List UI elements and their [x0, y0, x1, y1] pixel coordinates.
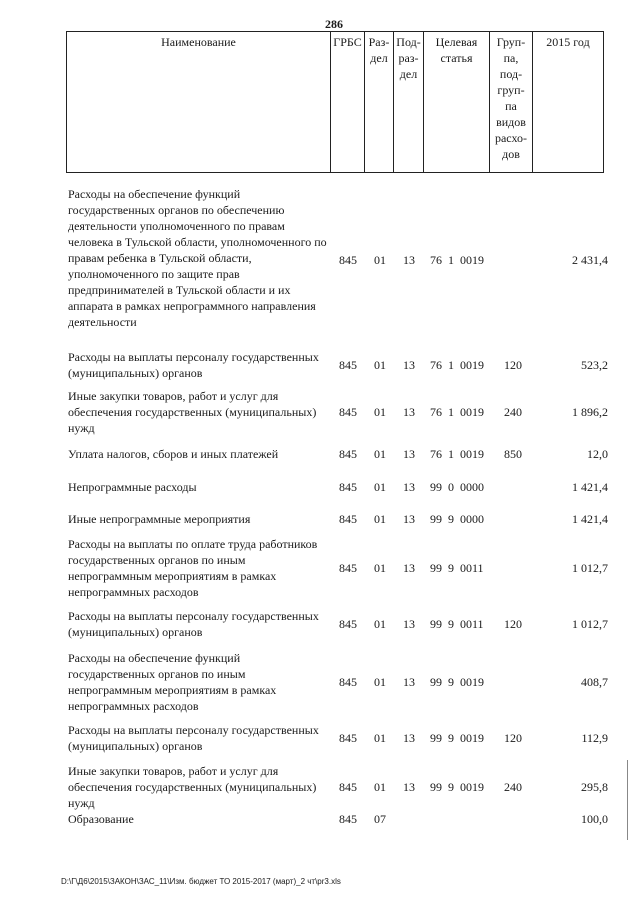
file-path-footer: D:\Г\Д6\2015\ЗАКОН\ЗАС_11\Изм. бюджет ТО 2015-2017 (март)_2 чт\pr3.xls [61, 877, 341, 886]
row-name: Расходы на выплаты персоналу государственных (муниципальных) органов [68, 723, 319, 753]
row-amount: 1 421,4 [572, 480, 608, 494]
row-amount: 408,7 [581, 675, 608, 689]
row-amount: 1 896,2 [572, 405, 608, 419]
row-name: Расходы на выплаты персоналу государственных (муниципальных) органов [68, 609, 319, 639]
row-group: 120 [504, 358, 522, 372]
row-amount: 100,0 [581, 812, 608, 826]
row-grbs: 845 [339, 512, 357, 526]
row-razdel: 01 [374, 780, 386, 794]
row-podrazdel: 13 [403, 480, 415, 494]
scan-edge-mark [627, 760, 628, 840]
row-article: 76 1 0019 [430, 405, 484, 419]
row-grbs: 845 [339, 405, 357, 419]
row-grbs: 845 [339, 731, 357, 745]
row-name: Непрограммные расходы [68, 480, 197, 494]
row-amount: 12,0 [587, 447, 608, 461]
row-article: 76 1 0019 [430, 358, 484, 372]
row-amount: 1 012,7 [572, 561, 608, 575]
row-razdel: 01 [374, 561, 386, 575]
row-podrazdel: 13 [403, 561, 415, 575]
row-group: 120 [504, 731, 522, 745]
row-razdel: 01 [374, 447, 386, 461]
row-razdel: 07 [374, 812, 386, 826]
header-name: Наименование [67, 32, 331, 173]
table-header [66, 31, 604, 173]
row-razdel: 01 [374, 731, 386, 745]
row-article: 99 9 0011 [430, 617, 484, 631]
row-article: 99 9 0000 [430, 512, 484, 526]
row-podrazdel: 13 [403, 675, 415, 689]
row-razdel: 01 [374, 480, 386, 494]
row-group: 240 [504, 405, 522, 419]
row-group: 240 [504, 780, 522, 794]
row-name: Образование [68, 812, 134, 826]
header-grbs: ГРБС [331, 32, 365, 173]
header-podrazdel: Под- раз- дел [394, 32, 424, 173]
row-grbs: 845 [339, 561, 357, 575]
row-grbs: 845 [339, 617, 357, 631]
row-group: 120 [504, 617, 522, 631]
row-amount: 295,8 [581, 780, 608, 794]
row-name: Иные закупки товаров, работ и услуг для обеспечения государственных (муниципальных) нужд [68, 764, 317, 810]
row-razdel: 01 [374, 512, 386, 526]
header-article: Целевая статья [424, 32, 490, 173]
row-amount: 1 421,4 [572, 512, 608, 526]
row-name: Расходы на обеспечение функций государственных органов по обеспечению деятельности уполномоченного по правам человека в Тульской области, уполномоченного по правам ребенка в Тульской области, уполномоченного по защите прав предпринимателей в Тульской области и их аппарата в рамках непрограммного направления деятельности [68, 187, 327, 329]
row-article: 99 9 0011 [430, 561, 484, 575]
row-podrazdel: 13 [403, 617, 415, 631]
row-podrazdel: 13 [403, 780, 415, 794]
row-razdel: 01 [374, 253, 386, 267]
row-article: 99 9 0019 [430, 675, 484, 689]
row-article: 99 9 0019 [430, 731, 484, 745]
row-razdel: 01 [374, 358, 386, 372]
row-amount: 2 431,4 [572, 253, 608, 267]
row-grbs: 845 [339, 780, 357, 794]
row-name: Расходы на выплаты персоналу государственных (муниципальных) органов [68, 350, 319, 380]
header-razdel: Раз- дел [365, 32, 394, 173]
row-podrazdel: 13 [403, 731, 415, 745]
page-number: 286 [325, 17, 343, 31]
row-grbs: 845 [339, 675, 357, 689]
row-article: 76 1 0019 [430, 447, 484, 461]
row-grbs: 845 [339, 447, 357, 461]
row-razdel: 01 [374, 675, 386, 689]
row-name: Расходы на обеспечение функций государственных органов по иным непрограммным мероприятиям в рамках непрограммных расходов [68, 651, 277, 713]
row-name: Иные непрограммные мероприятия [68, 512, 251, 526]
row-podrazdel: 13 [403, 447, 415, 461]
row-group: 850 [504, 447, 522, 461]
row-grbs: 845 [339, 812, 357, 826]
row-grbs: 845 [339, 253, 357, 267]
row-grbs: 845 [339, 480, 357, 494]
row-podrazdel: 13 [403, 253, 415, 267]
row-podrazdel: 13 [403, 405, 415, 419]
header-group: Груп- па, под- груп- па видов расхо- дов [490, 32, 533, 173]
row-grbs: 845 [339, 358, 357, 372]
row-razdel: 01 [374, 405, 386, 419]
row-name: Иные закупки товаров, работ и услуг для обеспечения государственных (муниципальных) нужд [68, 389, 317, 435]
row-article: 99 0 0000 [430, 480, 484, 494]
row-amount: 523,2 [581, 358, 608, 372]
row-amount: 112,9 [581, 731, 608, 745]
row-name: Уплата налогов, сборов и иных платежей [68, 447, 279, 461]
row-razdel: 01 [374, 617, 386, 631]
row-podrazdel: 13 [403, 358, 415, 372]
header-year: 2015 год [533, 32, 604, 173]
row-name: Расходы на выплаты по оплате труда работников государственных органов по иным непрограммным мероприятиям в рамках непрограммных расходов [68, 537, 318, 599]
row-amount: 1 012,7 [572, 617, 608, 631]
row-article: 76 1 0019 [430, 253, 484, 267]
row-article: 99 9 0019 [430, 780, 484, 794]
row-podrazdel: 13 [403, 512, 415, 526]
